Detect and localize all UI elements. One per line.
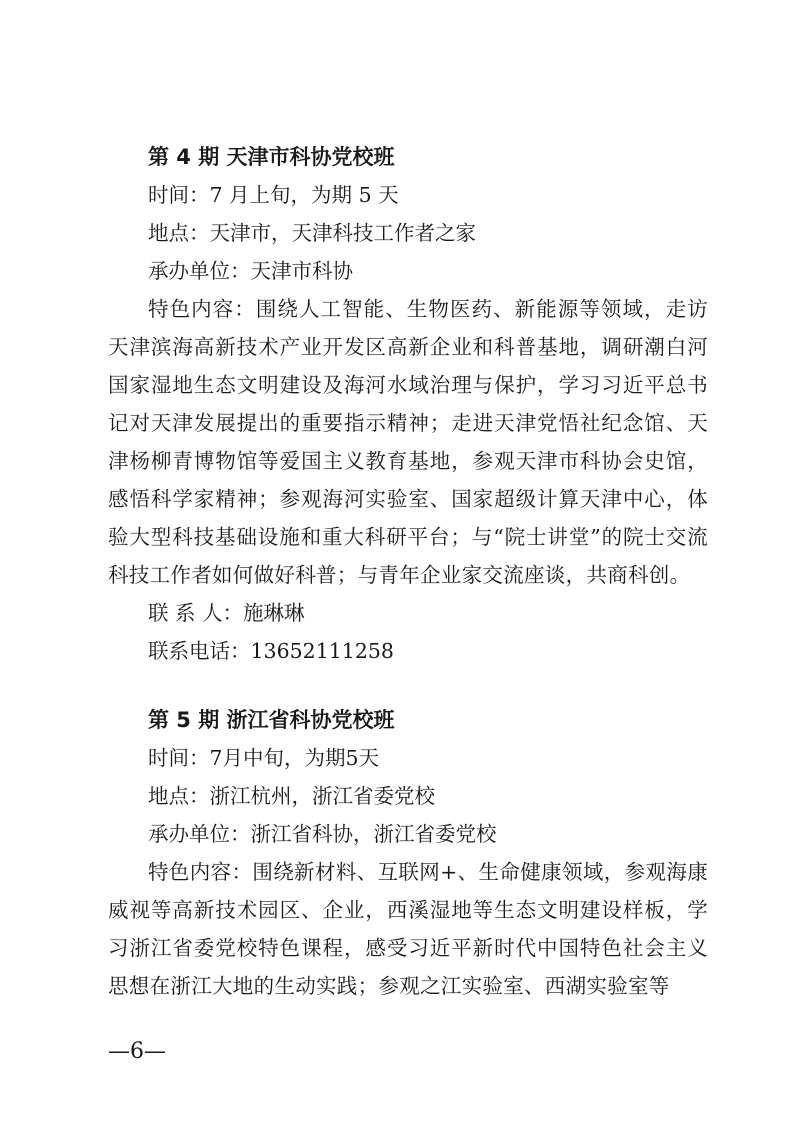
- page-number: —6—: [108, 1039, 166, 1064]
- session-5: [108, 701, 708, 1005]
- session-location: 地点：浙江杭州，浙江省委党校: [148, 784, 435, 808]
- session-organizer: 承办单位：天津市科协: [148, 259, 353, 283]
- session-phone: 联系电话：13652111258: [148, 639, 394, 663]
- session-location: 地点：天津市，天津科技工作者之家: [148, 221, 476, 245]
- session-title: 第 4 期 天津市科协党校班: [148, 145, 395, 169]
- session-time: 时间：7月中旬，为期5天: [148, 746, 380, 770]
- session-content: 特色内容：围绕人工智能、生物医药、新能源等领域，走访天津滨海高新技术产业开发区高新企业和科普基地，调研潮白河国家湿地生态文明建设及海河水域治理与保护，学习习近平总书记对天津发展提出的重要指示精神；走进天津党悟社纪念馆、天津杨柳青博物馆等爱国主义教育基地，参观天津市科协会史馆，感悟科学家精神；参观海河实验室、国家超级计算天津中心，体验大型科技基础设施和重大科研平台；与“院士讲堂”的院士交流科技工作者如何做好科普；与青年企业家交流座谈，共商科创。: [108, 297, 708, 587]
- session-content: 特色内容：围绕新材料、互联网+、生命健康领域，参观海康威视等高新技术园区、企业，西溪湿地等生态文明建设样板，学习浙江省委党校特色课程，感受习近平新时代中国特色社会主义思想在浙江大地的生动实践；参观之江实验室、西湖实验室等: [108, 860, 708, 998]
- session-time: 时间：7 月上旬，为期 5 天: [148, 183, 399, 207]
- session-contact: 联 系 人：施琳琳: [148, 601, 305, 625]
- session-organizer: 承办单位：浙江省科协，浙江省委党校: [148, 822, 497, 846]
- session-title: 第 5 期 浙江省科协党校班: [148, 708, 395, 732]
- session-4: [108, 138, 708, 670]
